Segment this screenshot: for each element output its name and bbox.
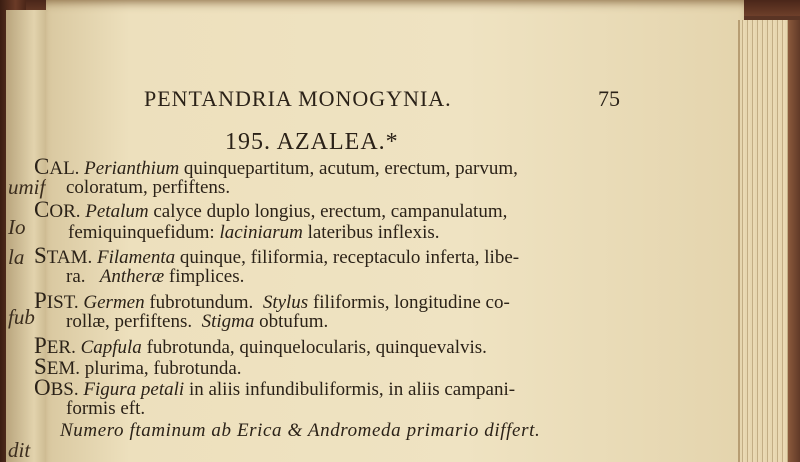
text-line: ra. Antheræ fimplices. xyxy=(66,266,245,287)
section-label: COR. xyxy=(34,197,81,222)
section-label: CAL. xyxy=(34,154,80,179)
left-fragment: dit xyxy=(8,438,31,462)
running-title: PENTANDRIA MONOGYNIA. xyxy=(144,86,452,111)
left-fragment: Io xyxy=(8,215,26,239)
section-label: OBS. xyxy=(34,375,79,400)
text-line: PER. Capfula fubrotunda, quinquelocularis, quinquevalvis. xyxy=(34,333,487,358)
section-label: PER. xyxy=(34,333,76,358)
left-fragment: umif xyxy=(8,175,46,199)
text-line: SEM. plurima, fubrotunda. xyxy=(34,354,242,379)
text-line: OBS. Figura petali in aliis infundibuliformis, in aliis campani- xyxy=(34,375,516,400)
text-line: PIST. Germen fubrotundum. Stylus filiformis, longitudine co- xyxy=(34,288,510,313)
text-line: coloratum, perfiftens. xyxy=(66,177,231,198)
left-fragment: fub xyxy=(8,305,35,329)
entry-title: 195. AZALEA.* xyxy=(225,129,399,155)
page-edges xyxy=(738,20,800,462)
section-label: PIST. xyxy=(34,288,79,313)
text-line: CAL. Perianthium quinquepartitum, acutum, erectum, parvum, xyxy=(34,154,518,179)
text-line: COR. Petalum calyce duplo longius, erectum, campanulatum, xyxy=(34,197,508,222)
text-line: femiquinquefidum: laciniarum lateribus inflexis. xyxy=(68,222,440,243)
left-fragment: la xyxy=(8,245,25,269)
text-line: Numero ftaminum ab Erica & Andromeda primario differt. xyxy=(60,420,541,441)
page-number: 75 xyxy=(598,86,620,111)
section-label: STAM. xyxy=(34,243,93,268)
section-label: SEM. xyxy=(34,354,81,379)
text-line: STAM. Filamenta quinque, filiformia, receptaculo inferta, libe- xyxy=(34,243,520,268)
text-line: formis eft. xyxy=(66,398,146,419)
text-line: rollæ, perfiftens. Stigma obtufum. xyxy=(66,311,329,332)
